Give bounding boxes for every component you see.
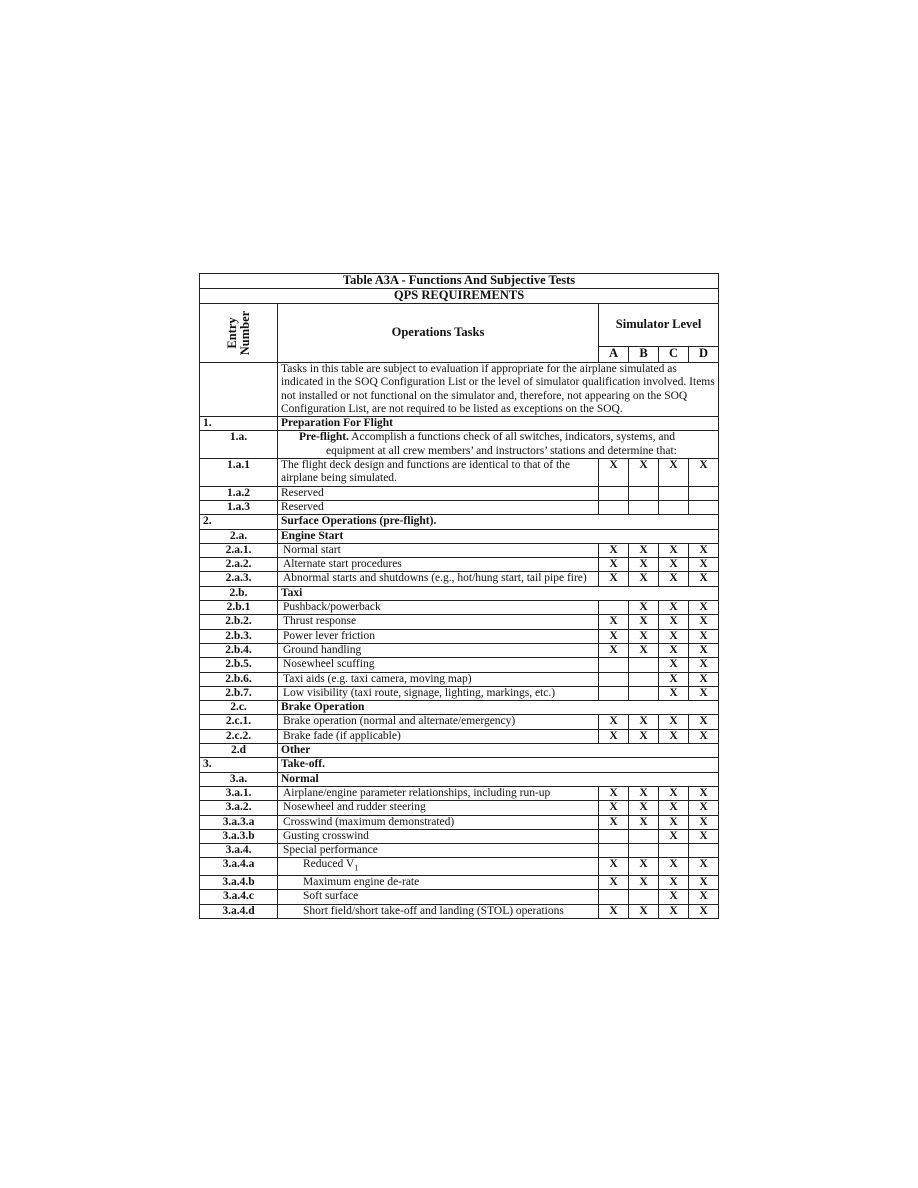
entry-number: 2.b.1: [200, 601, 278, 615]
level-d-mark: X: [689, 875, 719, 889]
task-description: [278, 686, 599, 700]
table-row: [200, 586, 719, 600]
level-d-mark: X: [689, 904, 719, 918]
level-a-mark: X: [599, 815, 629, 829]
task-description: [278, 890, 599, 904]
table-row: [200, 658, 719, 672]
task-text: Reserved: [281, 486, 324, 499]
task-text: Pushback/powerback: [283, 601, 381, 614]
entry-number: 2.d: [200, 744, 278, 758]
level-a-mark: [599, 672, 629, 686]
entry-number: 1.a.2: [200, 486, 278, 500]
task-description: [278, 601, 599, 615]
level-b-mark: X: [629, 643, 659, 657]
level-c-mark: X: [659, 686, 689, 700]
level-d-mark: X: [689, 572, 719, 586]
level-b-mark: X: [629, 801, 659, 815]
entry-number: 1.: [200, 417, 278, 431]
task-description: [278, 500, 599, 514]
entry-number: 2.: [200, 515, 278, 529]
simulator-level-header: Simulator Level: [599, 304, 719, 347]
functions-subjective-tests-table: [199, 273, 719, 919]
task-text: Thrust response: [283, 615, 357, 628]
level-c-mark: X: [659, 815, 689, 829]
entry-number: 3.: [200, 758, 278, 772]
level-c-mark: X: [659, 715, 689, 729]
table-row: [200, 543, 719, 557]
entry-number: 3.a.4.b: [200, 875, 278, 889]
level-a-mark: [599, 686, 629, 700]
task-description: [278, 904, 599, 918]
entry-number: 2.a.2.: [200, 558, 278, 572]
level-c-mark: [659, 486, 689, 500]
level-c-mark: X: [659, 729, 689, 743]
preflight-continuation: equipment at all crew members’ and instructors’ stations and determine that:: [326, 444, 677, 457]
entry-number: 3.a.4.c: [200, 890, 278, 904]
task-description: [278, 844, 599, 858]
level-c-mark: X: [659, 615, 689, 629]
preflight-label: Pre-flight.: [299, 431, 349, 444]
level-a-mark: [599, 500, 629, 514]
table-row: [200, 815, 719, 829]
entry-number: 2.a.: [200, 529, 278, 543]
entry-number: 2.b.3.: [200, 629, 278, 643]
task-text: Brake fade (if applicable): [283, 729, 401, 742]
entry-number: 3.a.3.a: [200, 815, 278, 829]
level-c-mark: X: [659, 543, 689, 557]
level-d-mark: X: [689, 615, 719, 629]
task-subscript: 1: [354, 863, 359, 873]
level-a-mark: X: [599, 543, 629, 557]
task-text: Crosswind (maximum demonstrated): [283, 815, 455, 828]
task-description: [278, 643, 599, 657]
table-body: [200, 363, 719, 919]
task-text: Nosewheel and rudder steering: [283, 801, 426, 814]
level-a-mark: X: [599, 786, 629, 800]
level-b-mark: X: [629, 629, 659, 643]
level-d-mark: X: [689, 715, 719, 729]
level-d-mark: X: [689, 459, 719, 487]
level-c-mark: X: [659, 801, 689, 815]
entry-number: 2.c.1.: [200, 715, 278, 729]
level-b-mark: [629, 486, 659, 500]
table-row: [200, 715, 719, 729]
level-b-mark: X: [629, 786, 659, 800]
level-d-mark: X: [689, 890, 719, 904]
section-heading: Engine Start: [278, 529, 719, 543]
level-a-mark: [599, 844, 629, 858]
level-c-mark: X: [659, 672, 689, 686]
task-description: [278, 615, 599, 629]
level-a-mark: X: [599, 643, 629, 657]
level-c-mark: X: [659, 558, 689, 572]
section-heading: Brake Operation: [278, 701, 719, 715]
level-b-mark: X: [629, 815, 659, 829]
section-heading: Other: [278, 744, 719, 758]
task-description: [278, 572, 599, 586]
task-description: [278, 875, 599, 889]
level-a-mark: [599, 829, 629, 843]
level-d-mark: X: [689, 601, 719, 615]
section-heading: Taxi: [278, 586, 719, 600]
preflight-task: [278, 431, 719, 459]
table-row: [200, 529, 719, 543]
intro-entry-cell: [200, 363, 278, 417]
entry-number: 1.a.: [200, 431, 278, 459]
level-d-mark: X: [689, 815, 719, 829]
task-text: Short field/short take-off and landing (STOL) operations: [303, 904, 564, 917]
entry-number: 3.a.4.d: [200, 904, 278, 918]
task-description: [278, 729, 599, 743]
table-row: [200, 801, 719, 815]
level-b-mark: X: [629, 459, 659, 487]
task-text: Special performance: [283, 844, 378, 857]
level-a-mark: X: [599, 858, 629, 876]
table-title: Table A3A - Functions And Subjective Tests: [200, 274, 719, 289]
task-description: [278, 829, 599, 843]
task-description: [278, 815, 599, 829]
level-b-mark: X: [629, 572, 659, 586]
level-c-mark: X: [659, 786, 689, 800]
table-row: [200, 904, 719, 918]
task-description: [278, 672, 599, 686]
task-description: [278, 801, 599, 815]
level-b-mark: [629, 658, 659, 672]
entry-number: 2.b.4.: [200, 643, 278, 657]
task-description: [278, 786, 599, 800]
entry-number: 3.a.2.: [200, 801, 278, 815]
task-description: [278, 486, 599, 500]
level-a-mark: X: [599, 629, 629, 643]
task-text: Reduced V: [303, 858, 355, 871]
entry-number: 2.b.7.: [200, 686, 278, 700]
level-b-mark: X: [629, 858, 659, 876]
level-a-mark: X: [599, 572, 629, 586]
table-row: [200, 758, 719, 772]
table-row: [200, 459, 719, 487]
table-row: [200, 875, 719, 889]
entry-number: 2.b.5.: [200, 658, 278, 672]
table-row: [200, 729, 719, 743]
table-row: [200, 643, 719, 657]
level-c-mark: X: [659, 829, 689, 843]
table-row: [200, 515, 719, 529]
entry-number: 3.a.4.: [200, 844, 278, 858]
table-row: [200, 744, 719, 758]
level-a-mark: X: [599, 615, 629, 629]
level-a-mark: X: [599, 715, 629, 729]
task-text: Alternate start procedures: [283, 558, 402, 571]
table-row: [200, 858, 719, 876]
section-heading: Normal: [278, 772, 719, 786]
entry-number: 2.a.3.: [200, 572, 278, 586]
level-d-mark: X: [689, 801, 719, 815]
entry-number: 2.b.2.: [200, 615, 278, 629]
level-c-mark: X: [659, 875, 689, 889]
table-row: [200, 572, 719, 586]
task-description: [278, 658, 599, 672]
level-c-mark: X: [659, 890, 689, 904]
task-description: [278, 858, 599, 876]
preflight-text: Accomplish a functions check of all switches, indicators, systems, and: [348, 431, 676, 444]
level-c-mark: X: [659, 572, 689, 586]
level-c-mark: X: [659, 459, 689, 487]
level-d-mark: X: [689, 658, 719, 672]
task-text: Abnormal starts and shutdowns (e.g., hot/hung start, tail pipe fire): [283, 572, 587, 585]
entry-number: 2.a.1.: [200, 543, 278, 557]
level-b-mark: X: [629, 904, 659, 918]
level-a-mark: X: [599, 904, 629, 918]
entry-number: 2.c.2.: [200, 729, 278, 743]
level-b-mark: [629, 672, 659, 686]
level-b-mark: [629, 829, 659, 843]
task-text: Reserved: [281, 500, 324, 513]
table-subtitle: QPS REQUIREMENTS: [200, 289, 719, 304]
level-d-mark: X: [689, 672, 719, 686]
level-c-mark: X: [659, 629, 689, 643]
task-text: Normal start: [283, 543, 341, 556]
level-c-header: C: [659, 347, 689, 363]
entry-number-header: [200, 304, 278, 363]
table-row: [200, 601, 719, 615]
task-text: Soft surface: [303, 890, 359, 903]
table-row: [200, 615, 719, 629]
level-a-mark: X: [599, 729, 629, 743]
level-a-mark: [599, 486, 629, 500]
level-b-mark: X: [629, 543, 659, 557]
level-d-mark: X: [689, 829, 719, 843]
table-row: [200, 500, 719, 514]
entry-number: 2.b.: [200, 586, 278, 600]
entry-number: 2.b.6.: [200, 672, 278, 686]
entry-number: 2.c.: [200, 701, 278, 715]
level-d-mark: [689, 486, 719, 500]
section-heading: Preparation For Flight: [278, 417, 719, 431]
table-row: [200, 417, 719, 431]
table-row: [200, 890, 719, 904]
task-text: Airplane/engine parameter relationships, including run-up: [283, 786, 551, 799]
level-d-mark: X: [689, 629, 719, 643]
level-b-mark: X: [629, 875, 659, 889]
level-d-mark: X: [689, 729, 719, 743]
entry-number: 3.a.: [200, 772, 278, 786]
entry-number: 3.a.1.: [200, 786, 278, 800]
level-c-mark: X: [659, 858, 689, 876]
level-d-mark: X: [689, 543, 719, 557]
level-a-mark: X: [599, 459, 629, 487]
table-row: [200, 844, 719, 858]
level-a-mark: X: [599, 875, 629, 889]
level-b-mark: X: [629, 615, 659, 629]
table-row: [200, 772, 719, 786]
task-description: [278, 715, 599, 729]
section-heading: Surface Operations (pre-flight).: [278, 515, 719, 529]
task-text: The flight deck design and functions are identical to that of the airplane being simulated.: [281, 459, 571, 485]
level-c-mark: [659, 500, 689, 514]
level-b-mark: X: [629, 601, 659, 615]
table-row: [200, 829, 719, 843]
level-c-mark: X: [659, 658, 689, 672]
level-d-mark: X: [689, 643, 719, 657]
task-text: Power lever friction: [283, 629, 375, 642]
level-c-mark: X: [659, 643, 689, 657]
intro-text: Tasks in this table are subject to evaluation if appropriate for the airplane simulated as indicated in the SOQ Configuration List or the level of simulator qualification involved. Items not installed or not functional on the simulator and, therefore, not appearing on the SOQ Configuration List, are not required to be listed as exceptions on the SOQ.: [278, 363, 719, 417]
task-description: [278, 558, 599, 572]
table-row: [200, 558, 719, 572]
level-b-mark: X: [629, 558, 659, 572]
task-text: Gusting crosswind: [283, 829, 369, 842]
table-row: [200, 701, 719, 715]
table-row: [200, 629, 719, 643]
entry-number: 3.a.4.a: [200, 858, 278, 876]
level-a-mark: X: [599, 558, 629, 572]
level-a-mark: [599, 601, 629, 615]
task-text: Brake operation (normal and alternate/emergency): [283, 715, 516, 728]
level-a-mark: [599, 890, 629, 904]
operations-tasks-header: Operations Tasks: [278, 304, 599, 363]
level-b-mark: [629, 890, 659, 904]
table-row: [200, 786, 719, 800]
entry-number-label: Entry Number: [224, 310, 252, 356]
table-row: [200, 686, 719, 700]
level-b-mark: [629, 500, 659, 514]
level-d-mark: X: [689, 858, 719, 876]
level-b-mark: [629, 844, 659, 858]
table-row: [200, 672, 719, 686]
level-b-mark: X: [629, 715, 659, 729]
level-a-header: A: [599, 347, 629, 363]
task-text: Maximum engine de-rate: [303, 875, 420, 888]
level-c-mark: [659, 844, 689, 858]
level-d-mark: X: [689, 786, 719, 800]
task-description: [278, 629, 599, 643]
level-d-mark: X: [689, 686, 719, 700]
level-c-mark: X: [659, 904, 689, 918]
task-text: Low visibility (taxi route, signage, lighting, markings, etc.): [283, 686, 556, 699]
task-description: [278, 543, 599, 557]
level-d-mark: [689, 844, 719, 858]
task-text: Nosewheel scuffing: [283, 658, 375, 671]
task-description: [278, 459, 599, 487]
level-b-header: B: [629, 347, 659, 363]
level-b-mark: X: [629, 729, 659, 743]
section-heading: Take-off.: [278, 758, 719, 772]
level-c-mark: X: [659, 601, 689, 615]
task-text: Taxi aids (e.g. taxi camera, moving map): [283, 672, 472, 685]
level-a-mark: X: [599, 801, 629, 815]
level-b-mark: [629, 686, 659, 700]
level-d-header: D: [689, 347, 719, 363]
entry-number: 3.a.3.b: [200, 829, 278, 843]
level-d-mark: X: [689, 558, 719, 572]
level-a-mark: [599, 658, 629, 672]
entry-number: 1.a.3: [200, 500, 278, 514]
level-d-mark: [689, 500, 719, 514]
table-row: [200, 431, 719, 459]
task-text: Ground handling: [283, 643, 362, 656]
entry-number: 1.a.1: [200, 459, 278, 487]
table-row: [200, 486, 719, 500]
